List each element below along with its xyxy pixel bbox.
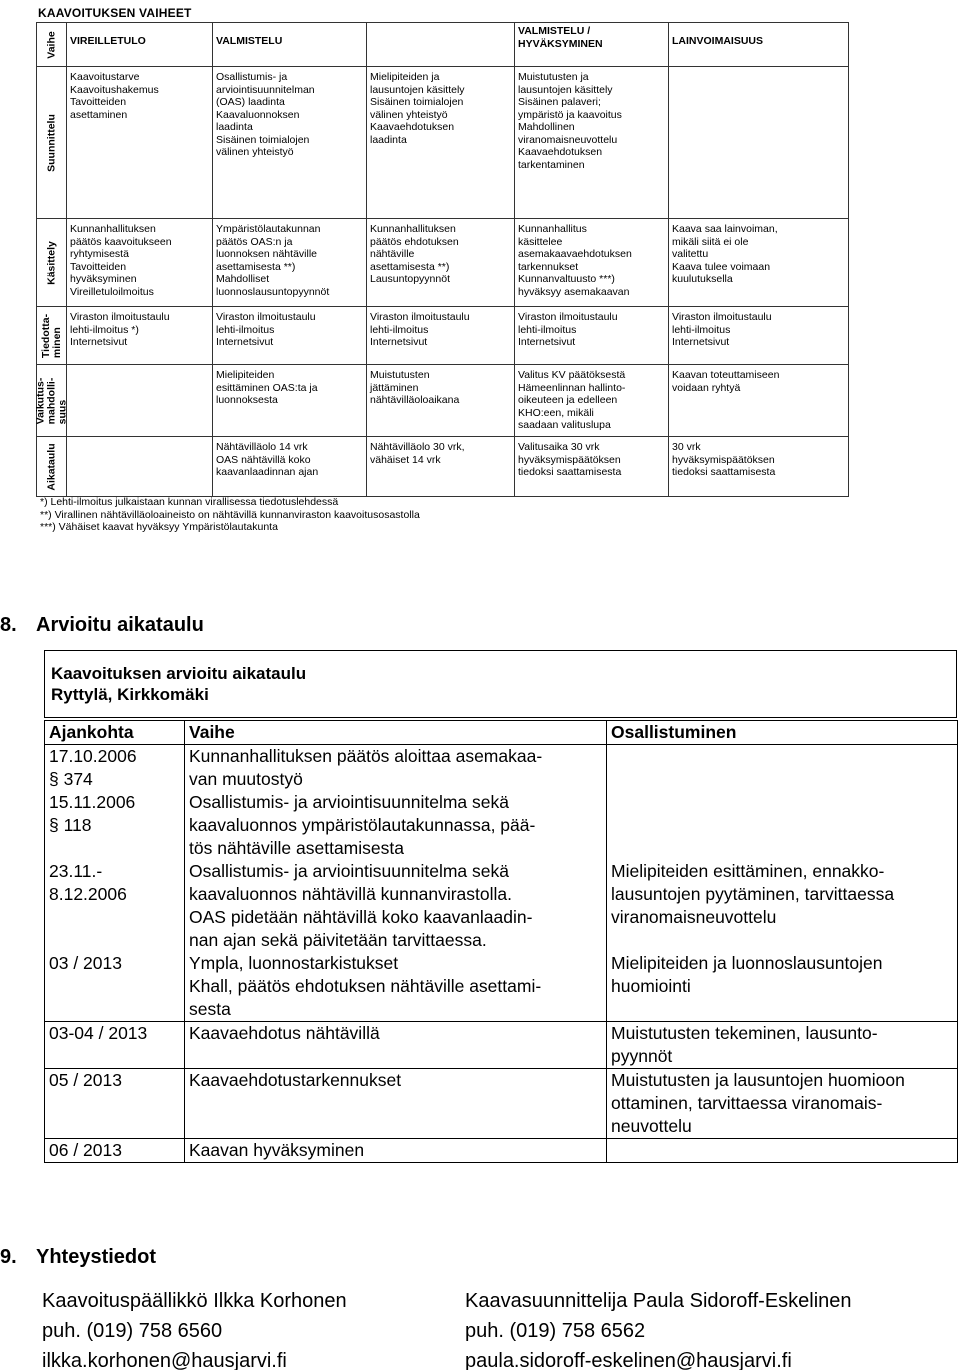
diagram-cell: Kunnanhallitus käsittelee asemakaavaehdotuksen tarkennukset Kunnanvaltuusto ***) hyväksyy asemakaavan bbox=[515, 219, 669, 307]
section-number: 8. bbox=[0, 614, 17, 636]
diagram-cell: Kunnanhallituksen päätös ehdotuksen nähtäville asettamisesta **) Lausuntopyynnöt bbox=[367, 219, 515, 307]
contact-name: Kaavoituspäällikkö Ilkka Korhonen bbox=[42, 1290, 347, 1312]
phase-cell: Ympla, luonnostarkistukset Khall, päätös ehdotuksen nähtäville asettami- sesta bbox=[185, 952, 607, 1022]
schedule-header bbox=[44, 650, 957, 718]
participation-cell bbox=[607, 1139, 958, 1163]
participation-cell bbox=[607, 745, 958, 792]
diagram-cell: Viraston ilmoitustaulu lehti-ilmoitus Internetsivut bbox=[669, 307, 849, 365]
participation-cell: Mielipiteiden esittäminen, ennakko- lausuntojen pyytäminen, tarvittaessa viranomaisneuvottelu bbox=[607, 860, 958, 952]
phase-cell: Kaavan hyväksyminen bbox=[185, 1139, 607, 1163]
diagram-cell: Valitus KV päätöksestä Hämeenlinnan hallinto- oikeuteen ja edelleen KHO:een, mikäli saadaan valituslupa bbox=[515, 365, 669, 437]
column-header: Ajankohta bbox=[45, 721, 185, 745]
diagram-cell: Mielipiteiden ja lausuntojen käsittely Sisäinen toimialojen välinen yhteistyö Kaavaehdotuksen laadinta bbox=[367, 67, 515, 219]
diagram-title: KAAVOITUKSEN VAIHEET bbox=[38, 6, 192, 20]
diagram-cell: Kunnanhallituksen päätös kaavoitukseen ryhtymisestä Tavoitteiden hyväksyminen Vireilletuloilmoitus bbox=[67, 219, 213, 307]
contact-card bbox=[42, 1286, 347, 1370]
participation-cell bbox=[607, 791, 958, 860]
col-header: VALMISTELU / HYVÄKSYMINEN bbox=[515, 23, 669, 67]
section-title: Yhteystiedot bbox=[36, 1246, 157, 1268]
diagram-cell bbox=[669, 67, 849, 219]
schedule-box bbox=[44, 650, 957, 1163]
diagram-cell bbox=[67, 437, 213, 497]
diagram-cell: Muistutusten ja lausuntojen käsittely Sisäinen palaveri; ympäristö ja kaavoitus Mahdollinen viranomaisneuvottelu Kaavaehdotuksen tarkentaminen bbox=[515, 67, 669, 219]
row-label-tiedottaminen: Tiedotta- minen bbox=[37, 307, 67, 365]
contact-phone: puh. (019) 758 6560 bbox=[42, 1320, 223, 1342]
column-header: Osallistuminen bbox=[607, 721, 958, 745]
col-header: VALMISTELU bbox=[213, 23, 367, 67]
col-header: LAINVOIMAISUUS bbox=[669, 23, 849, 67]
date-cell: 15.11.2006 § 118 bbox=[45, 791, 185, 860]
column-header: Vaihe bbox=[185, 721, 607, 745]
col-header bbox=[367, 23, 515, 67]
diagram-cell: Kaavoitustarve Kaavoitushakemus Tavoitteiden asettaminen bbox=[67, 67, 213, 219]
contact-email[interactable]: paula.sidoroff-eskelinen@hausjarvi.fi bbox=[465, 1350, 792, 1370]
row-label-suunnittelu: Suunnittelu bbox=[37, 67, 67, 219]
col-header: VIREILLETULO bbox=[67, 23, 213, 67]
planning-phases-diagram bbox=[30, 0, 850, 540]
contact-name: Kaavasuunnittelija Paula Sidoroff-Eskelinen bbox=[465, 1290, 852, 1312]
contact-phone: puh. (019) 758 6562 bbox=[465, 1320, 646, 1342]
schedule-table bbox=[44, 720, 958, 1163]
participation-cell: Muistutusten tekeminen, lausunto- pyynnöt bbox=[607, 1022, 958, 1069]
row-label-kasittely: Käsittely bbox=[37, 219, 67, 307]
diagram-cell: 30 vrk hyväksymispäätöksen tiedoksi saattamisesta bbox=[669, 437, 849, 497]
diagram-cell: Viraston ilmoitustaulu lehti-ilmoitus Internetsivut bbox=[515, 307, 669, 365]
date-cell: 17.10.2006 § 374 bbox=[45, 745, 185, 792]
diagram-footnotes bbox=[40, 496, 420, 534]
date-cell: 06 / 2013 bbox=[45, 1139, 185, 1163]
table-row bbox=[45, 952, 958, 1022]
diagram-cell: Ympäristölautakunnan päätös OAS:n ja luonnoksen nähtäville asettamisesta **) Mahdolliset luonnoslausuntopyynnöt bbox=[213, 219, 367, 307]
section-number: 9. bbox=[0, 1246, 17, 1268]
date-cell: 05 / 2013 bbox=[45, 1069, 185, 1139]
table-row bbox=[45, 860, 958, 952]
table-row bbox=[45, 1069, 958, 1139]
footnote: ***) Vähäiset kaavat hyväksyy Ympäristölautakunta bbox=[40, 521, 278, 533]
diagram-cell: Viraston ilmoitustaulu lehti-ilmoitus Internetsivut bbox=[213, 307, 367, 365]
phase-cell: Kaavaehdotus nähtävillä bbox=[185, 1022, 607, 1069]
row-label-aikataulu: Aikataulu bbox=[37, 437, 67, 497]
diagram-cell: Nähtävilläolo 30 vrk, vähäiset 14 vrk bbox=[367, 437, 515, 497]
diagram-grid bbox=[36, 22, 849, 497]
schedule-title: Kaavoituksen arvioitu aikataulu bbox=[51, 664, 307, 683]
diagram-cell: Mielipiteiden esittäminen OAS:ta ja luonnoksesta bbox=[213, 365, 367, 437]
footnote: *) Lehti-ilmoitus julkaistaan kunnan virallisessa tiedotuslehdessä bbox=[40, 496, 339, 508]
diagram-cell: Kaava saa lainvoiman, mikäli siitä ei ole valitettu Kaava tulee voimaan kuulutuksella bbox=[669, 219, 849, 307]
schedule-subtitle: Ryttylä, Kirkkomäki bbox=[51, 685, 209, 704]
diagram-cell: Muistutusten jättäminen nähtävilläoloaikana bbox=[367, 365, 515, 437]
phase-cell: Kaavaehdotustarkennukset bbox=[185, 1069, 607, 1139]
table-row bbox=[45, 745, 958, 792]
diagram-cell bbox=[67, 365, 213, 437]
diagram-cell: Valitusaika 30 vrk hyväksymispäätöksen tiedoksi saattamisesta bbox=[515, 437, 669, 497]
diagram-cell: Osallistumis- ja arviointisuunnitelman (OAS) laadinta Kaavaluonnoksen laadinta Sisäinen toimialojen välinen yhteistyö bbox=[213, 67, 367, 219]
diagram-cell: Kaavan toteuttamiseen voidaan ryhtyä bbox=[669, 365, 849, 437]
participation-cell: Muistutusten ja lausuntojen huomioon ottaminen, tarvittaessa viranomais- neuvottelu bbox=[607, 1069, 958, 1139]
section-title: Arvioitu aikataulu bbox=[36, 614, 204, 636]
table-row bbox=[45, 1139, 958, 1163]
table-row bbox=[45, 1022, 958, 1069]
section-9-heading bbox=[0, 1246, 156, 1269]
diagram-cell: Viraston ilmoitustaulu lehti-ilmoitus *) Internetsivut bbox=[67, 307, 213, 365]
section-8-heading bbox=[0, 614, 204, 637]
table-row bbox=[45, 791, 958, 860]
phase-cell: Osallistumis- ja arviointisuunnitelma sekä kaavaluonnos nähtävillä kunnanvirastolla. OAS pidetään nähtävillä koko kaavanlaadin- nan ajan sekä päivitetään tarvittaessa. bbox=[185, 860, 607, 952]
table-header-row bbox=[45, 721, 958, 745]
phase-cell: Osallistumis- ja arviointisuunnitelma sekä kaavaluonnos ympäristölautakunnassa, pää- tös nähtäville asettamisesta bbox=[185, 791, 607, 860]
date-cell: 03-04 / 2013 bbox=[45, 1022, 185, 1069]
row-label-vaikutusmahdollisuus: Vaikutus- mahdolli- suus bbox=[37, 365, 67, 437]
date-cell: 23.11.- 8.12.2006 bbox=[45, 860, 185, 952]
diagram-cell: Viraston ilmoitustaulu lehti-ilmoitus Internetsivut bbox=[367, 307, 515, 365]
diagram-cell: Nähtävilläolo 14 vrk OAS nähtävillä koko kaavanlaadinnan ajan bbox=[213, 437, 367, 497]
date-cell: 03 / 2013 bbox=[45, 952, 185, 1022]
contact-email[interactable]: ilkka.korhonen@hausjarvi.fi bbox=[42, 1350, 287, 1370]
footnote: **) Virallinen nähtävilläoloaineisto on nähtävillä kunnanviraston kaavoitusosastolla bbox=[40, 508, 420, 521]
participation-cell: Mielipiteiden ja luonnoslausuntojen huomiointi bbox=[607, 952, 958, 1022]
contact-card bbox=[465, 1286, 852, 1370]
phase-cell: Kunnanhallituksen päätös aloittaa asemakaa- van muutostyö bbox=[185, 745, 607, 792]
row-label-vaihe: Vaihe bbox=[37, 23, 67, 67]
